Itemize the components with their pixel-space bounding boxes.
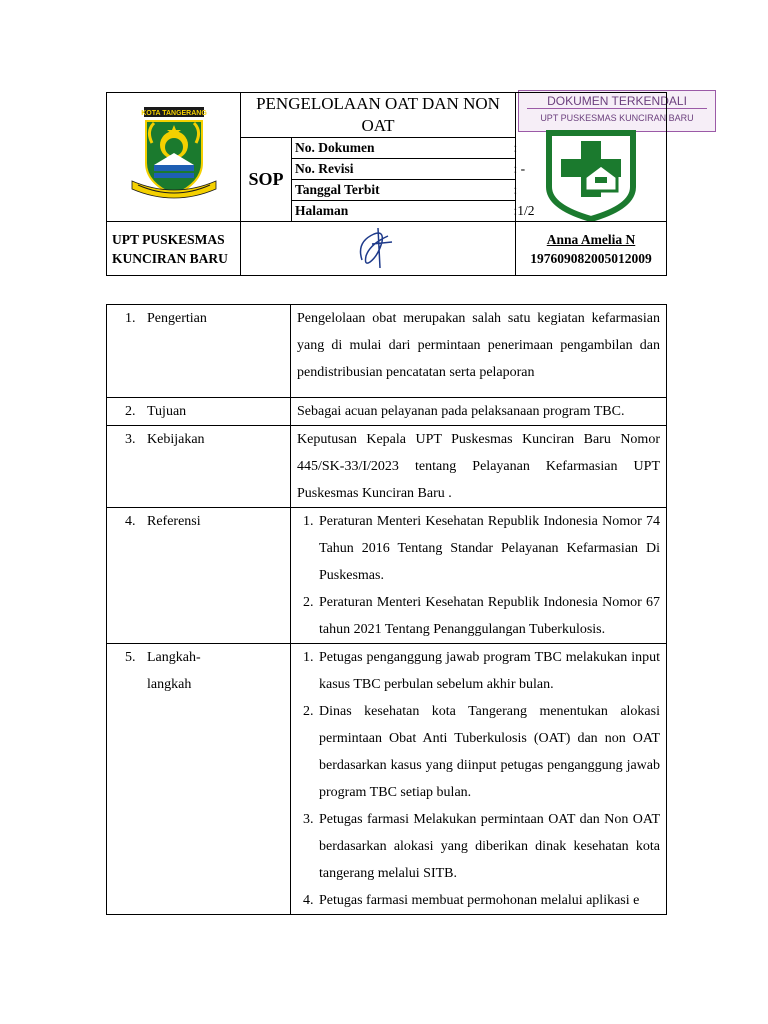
meta-row-document-number	[292, 138, 516, 159]
section-content-langkah	[291, 644, 667, 915]
list-item: 4. Petugas farmasi membuat permohonan melalui aplikasi e	[317, 887, 660, 914]
table-row	[107, 508, 667, 644]
meta-value: :	[513, 182, 518, 197]
meta-value: :1/2	[513, 203, 535, 218]
list-item: 2. Peraturan Menteri Kesehatan Republik Indonesia Nomor 67 tahun 2021 Tentang Penanggulangan Tuberkulosis.	[317, 589, 660, 643]
section-content-referensi	[291, 508, 667, 644]
meta-value: : -	[513, 161, 526, 176]
meta-row-issue-date	[292, 180, 516, 201]
list-item: 3. Petugas farmasi Melakukan permintaan OAT dan Non OAT berdasarkan alokasi yang diberikan dinak kesehatan kota tangerang melalui SITB.	[317, 806, 660, 887]
section-content-tujuan: Sebagai acuan pelayanan pada pelaksanaan program TBC.	[291, 398, 667, 426]
meta-label: Halaman	[295, 203, 349, 218]
city-logo-cell	[107, 93, 241, 222]
signature-cell	[241, 222, 516, 276]
section-label: 1. Pengertian	[107, 305, 291, 398]
emblem-text: KOTA TANGERANG	[140, 109, 207, 117]
document-title: PENGELOLAAN OAT DAN NON OAT	[241, 93, 516, 138]
section-content-pengertian: Pengelolaan obat merupakan salah satu kegiatan kefarmasian yang di mulai dari permintaan penerimaan pengambilan dan pendistribusian pencatatan serta pelaporan	[291, 305, 667, 398]
section-label: 3. Kebijakan	[107, 426, 291, 508]
table-row	[107, 305, 667, 398]
section-label: 4. Referensi	[107, 508, 291, 644]
puskesmas-logo-icon	[545, 129, 637, 221]
meta-row-revision	[292, 159, 526, 180]
signature-icon	[348, 222, 408, 270]
section-content-kebijakan: Keputusan Kepala UPT Puskesmas Kunciran Baru Nomor 445/SK-33/I/2023 tentang Pelayanan Kefarmasian UPT Puskesmas Kunciran Baru .	[291, 426, 667, 508]
table-row	[107, 426, 667, 508]
sop-content-table	[106, 304, 667, 915]
stamp-line-2: UPT PUSKESMAS KUNCIRAN BARU	[540, 113, 694, 123]
officer-id: 197609082005012009	[530, 250, 652, 266]
meta-label: No. Dokumen	[295, 140, 375, 155]
meta-value: :	[513, 140, 518, 155]
list-item: 1. Peraturan Menteri Kesehatan Republik Indonesia Nomor 74 Tahun 2016 Tentang Standar Pelayanan Kefarmasian Di Puskesmas.	[317, 508, 660, 589]
section-label: 2. Tujuan	[107, 398, 291, 426]
table-row	[107, 644, 667, 915]
table-row	[107, 398, 667, 426]
document-header	[106, 92, 667, 276]
section-label: 5. Langkah-langkah	[107, 644, 291, 915]
sop-label: SOP	[241, 138, 292, 222]
kota-tangerang-emblem-icon	[124, 103, 224, 207]
officer-cell	[516, 222, 667, 276]
list-item: 1. Petugas penganggung jawab program TBC melakukan input kasus TBC perbulan sebelum akhir bulan.	[317, 644, 660, 698]
meta-label: No. Revisi	[295, 161, 354, 176]
list-item: 2. Dinas kesehatan kota Tangerang menentukan alokasi permintaan Obat Anti Tuberkulosis (OAT) dan non OAT berdasarkan kasus yang diinput petugas penganggung jawab program TBC setiap bulan.	[317, 698, 660, 806]
stamp-line-1: DOKUMEN TERKENDALI	[527, 94, 707, 109]
unit-name: UPT PUSKESMAS KUNCIRAN BARU	[107, 222, 241, 276]
officer-name: Anna Amelia N	[546, 231, 636, 247]
meta-row-page	[292, 201, 535, 222]
puskesmas-logo-cell	[513, 93, 667, 222]
meta-label: Tanggal Terbit	[295, 182, 380, 197]
